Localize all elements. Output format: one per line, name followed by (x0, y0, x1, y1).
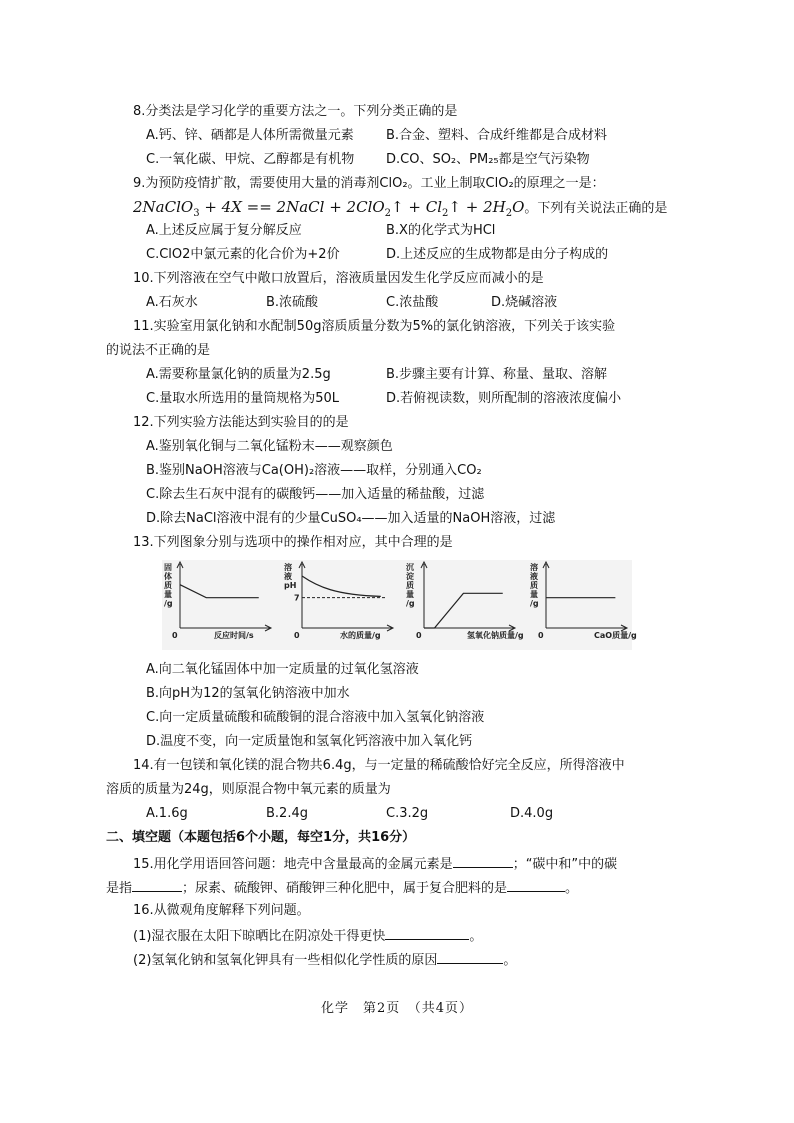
q14-stem-line1: 14.有一包镁和氧化镁的混合物共6.4g，与一定量的稀硫酸恰好完全反应，所得溶液中 (133, 758, 625, 773)
graph2-x-label: 水的质量/g (340, 631, 381, 640)
q16-2 (133, 949, 516, 971)
q10-option-b: B.浓硫酸 (266, 295, 319, 310)
q10-option-a: A.石灰水 (146, 295, 198, 310)
q10-option-d: D.烧碱溶液 (491, 295, 558, 310)
q11-option-a: A.需要称量氯化钠的质量为2.5g (146, 367, 331, 382)
q15-text-5: 。 (565, 881, 579, 896)
q16-1-blank[interactable] (385, 925, 469, 940)
q15-blank-3[interactable] (507, 877, 565, 892)
q16-1 (133, 925, 482, 947)
q9-option-b: B.X的化学式为HCl (386, 223, 496, 238)
q16-2-end: 。 (503, 953, 517, 968)
q10-option-c: C.浓盐酸 (386, 295, 439, 310)
q9-equation: 2NaClO$_3$ + 4X == 2NaCl + 2ClO$_2$↑ + $Cl_2↑ + 2H_2O$。下列有关说法正确的是 (133, 198, 668, 219)
graph4-x-label: CaO质量/g (594, 631, 637, 640)
q15-line1 (133, 853, 617, 875)
graph3-origin-label: 0 (416, 631, 422, 640)
graph2-series-line (302, 576, 381, 596)
q12-option-b: B.鉴别NaOH溶液与Ca(OH)₂溶液——取样，分别通入CO₂ (146, 463, 482, 478)
q16-1-end: 。 (469, 929, 483, 944)
graph3-y-label: 沉淀质量/g (406, 563, 415, 608)
q15-line2 (106, 877, 578, 899)
q13-graphs-panel (162, 560, 637, 650)
q11-stem-line1: 11.实验室用氯化钠和水配制50g溶质质量分数为5%的氯化钠溶液，下列关于该实验 (133, 319, 616, 334)
q11-option-d: D.若俯视读数，则所配制的溶液浓度偏小 (386, 391, 622, 406)
graph3-series-line (424, 593, 503, 628)
q9-equation-tail: 。下列有关说法正确的是 (524, 201, 668, 216)
graph2-y-label: 溶液 pH (284, 563, 297, 590)
q15-blank-1[interactable] (453, 853, 513, 868)
q14-stem-line2: 溶质的质量为24g，则原混合物中氧元素的质量为 (106, 782, 391, 797)
q14-option-d: D.4.0g (510, 806, 554, 821)
graph1-origin-label: 0 (172, 631, 178, 640)
q8-option-b: B.合金、塑料、合成纤维都是合成材料 (386, 128, 608, 143)
section2-heading: 二、填空题（本题包括6个小题，每空1分，共16分） (106, 830, 416, 845)
q12-option-c: C.除去生石灰中混有的碳酸钙——加入适量的稀盐酸，过滤 (146, 487, 485, 502)
q13-option-b: B.向pH为12的氢氧化钠溶液中加水 (146, 686, 350, 701)
q12-option-a: A.鉴别氧化铜与二氧化锰粉末——观察颜色 (146, 439, 393, 454)
q15-text-2: ；“碳中和”中的碳 (512, 857, 618, 872)
graph4-origin-label: 0 (538, 631, 544, 640)
q12-option-d: D.除去NaCl溶液中混有的少量CuSO₄——加入适量的NaOH溶液，过滤 (146, 511, 556, 526)
q9-stem: 9.为预防疫情扩散，需要使用大量的消毒剂ClO₂。工业上制取ClO₂的原理之一是： (133, 176, 605, 191)
graph2-reference-label: 7 (294, 593, 300, 603)
q14-option-c: C.3.2g (386, 806, 429, 821)
q10-stem: 10.下列溶液在空气中敞口放置后，溶液质量因发生化学反应而减小的是 (133, 271, 544, 286)
q11-stem-line2: 的说法不正确的是 (106, 343, 211, 358)
q16-stem: 16.从微观角度解释下列问题。 (133, 903, 310, 918)
graph2-origin-label: 0 (294, 631, 300, 640)
q16-2-blank[interactable] (437, 949, 503, 964)
q8-option-c: C.一氧化碳、甲烷、乙醇都是有机物 (146, 152, 355, 167)
q8-stem: 8.分类法是学习化学的重要方法之一。下列分类正确的是 (133, 104, 458, 119)
page-footer: 化学 第2页 （共4页） (320, 1001, 474, 1016)
graph1-series-line (180, 585, 259, 598)
graph3-x-label: 氢氧化钠质量/g (467, 631, 524, 640)
q9-option-c: C.ClO2中氯元素的化合价为+2价 (146, 247, 340, 262)
q8-option-a: A.钙、锌、硒都是人体所需微量元素 (146, 128, 354, 143)
q9-option-d: D.上述反应的生成物都是由分子构成的 (386, 247, 609, 262)
q14-option-a: A.1.6g (146, 806, 188, 821)
q13-option-d: D.温度不变，向一定质量饱和氢氧化钙溶液中加入氧化钙 (146, 734, 473, 749)
q13-option-c: C.向一定质量硫酸和硫酸铜的混合溶液中加入氢氧化钠溶液 (146, 710, 485, 725)
q16-2-text: (2)氢氧化钠和氢氧化钾具有一些相似化学性质的原因 (133, 953, 438, 968)
q13-option-a: A.向二氧化锰固体中加一定质量的过氧化氢溶液 (146, 662, 419, 677)
q15-text-1: 15.用化学用语回答问题：地壳中含量最高的金属元素是 (133, 857, 453, 872)
graph1-y-label: 固体质量/g (164, 563, 173, 608)
q11-option-c: C.量取水所选用的量筒规格为50L (146, 391, 339, 406)
q15-text-3: 是指 (106, 881, 133, 896)
q12-stem: 12.下列实验方法能达到实验目的的是 (133, 415, 349, 430)
q13-stem: 13.下列图象分别与选项中的操作相对应，其中合理的是 (133, 535, 453, 550)
q14-option-b: B.2.4g (266, 806, 308, 821)
q13-graphs-svg (162, 560, 637, 650)
q15-text-4: ；尿素、硫酸钾、硝酸钾三种化肥中，属于复合肥料的是 (182, 881, 508, 896)
q8-option-d: D.CO、SO₂、PM₂₅都是空气污染物 (386, 152, 590, 167)
q15-blank-2[interactable] (132, 877, 182, 892)
q11-option-b: B.步骤主要有计算、称量、量取、溶解 (386, 367, 608, 382)
q9-option-a: A.上述反应属于复分解反应 (146, 223, 302, 238)
q16-1-text: (1)湿衣服在太阳下晾晒比在阴凉处干得更快 (133, 929, 386, 944)
graph4-y-label: 溶液质量/g (530, 563, 539, 608)
graph1-x-label: 反应时间/s (214, 631, 254, 640)
